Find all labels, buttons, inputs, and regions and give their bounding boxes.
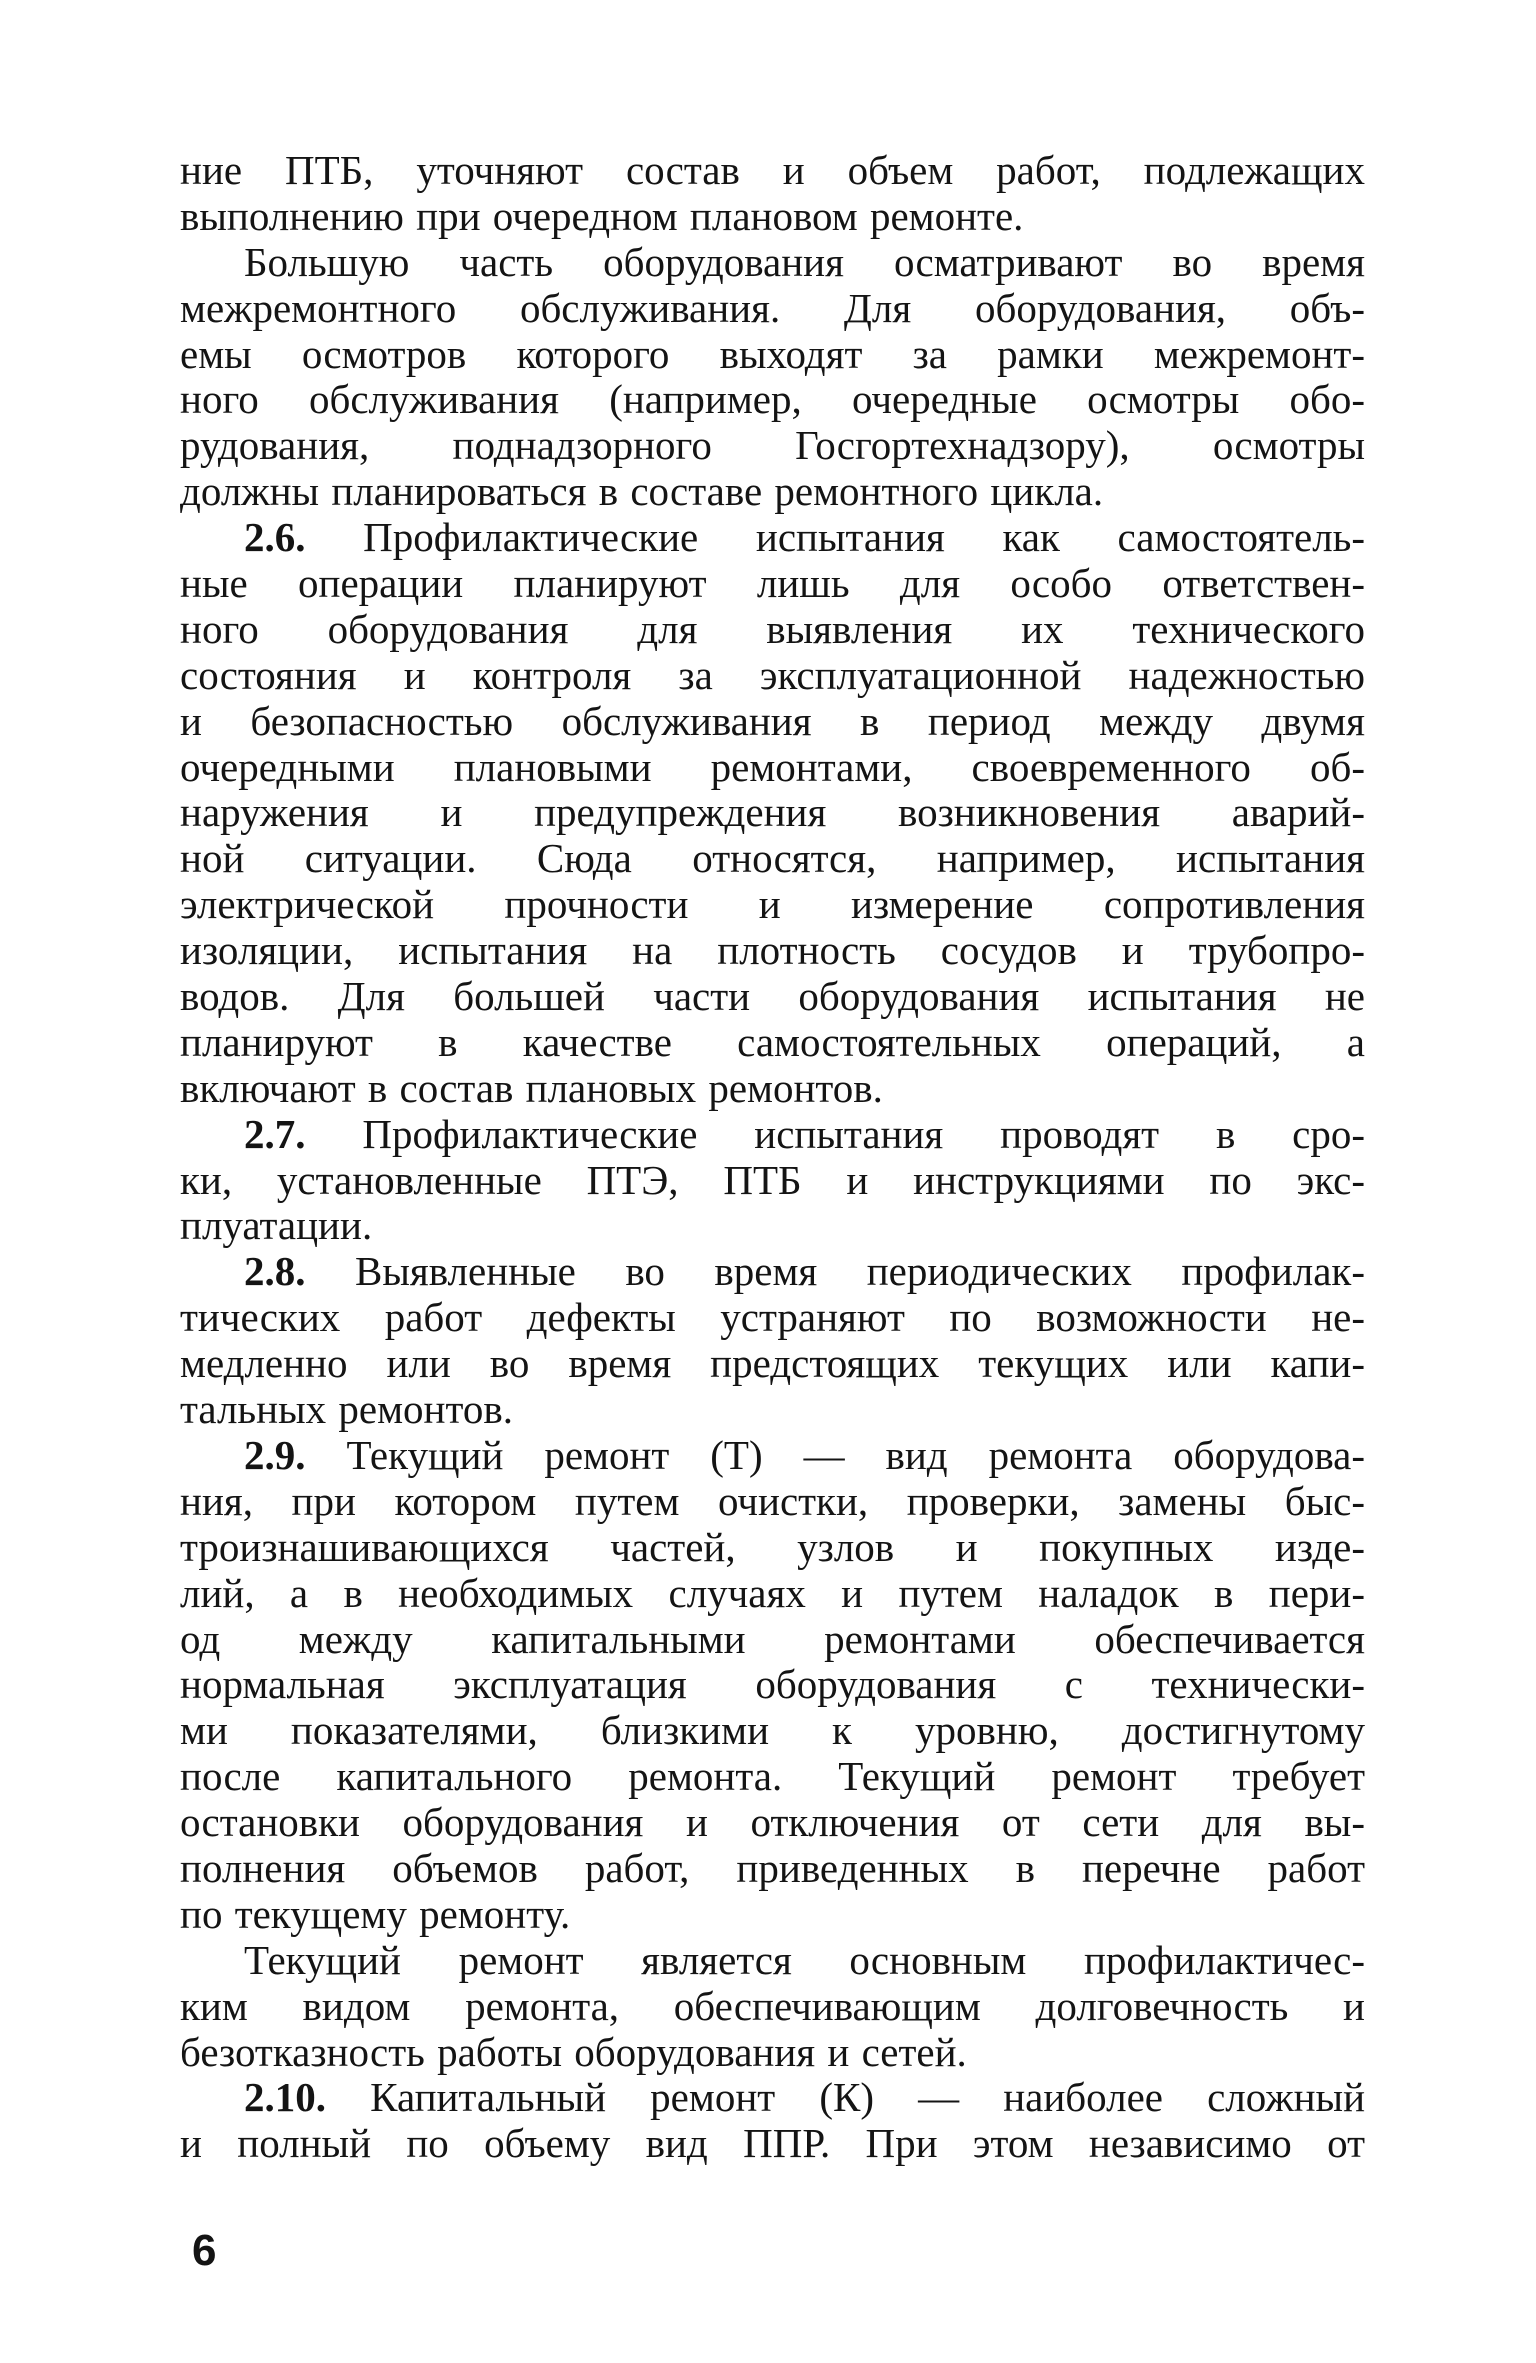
text-line: тальных ремонтов. — [180, 1387, 513, 1433]
text-line: 2.6. Профилактические испытания как самостоятель- — [244, 515, 1365, 561]
paragraph-2-7 — [180, 1112, 1365, 1250]
text-line: нормальная эксплуатация оборудования с технически- — [180, 1662, 1365, 1708]
paragraph-2-10 — [180, 2075, 1365, 2167]
text-line: состояния и контроля за эксплуатационной надежностью — [180, 652, 1365, 698]
text-line: Большую часть оборудования осматривают во время — [244, 239, 1365, 285]
text-line: водов. Для большей части оборудования испытания не — [180, 974, 1365, 1020]
text-line: ного обслуживания (например, очередные осмотры обо- — [180, 377, 1365, 423]
section-number: 2.6. — [244, 515, 306, 561]
text-line: по текущему ремонту. — [180, 1891, 571, 1937]
text-line: остановки оборудования и отключения от сети для вы- — [180, 1800, 1365, 1846]
text-line: медленно или во время предстоящих текущих или капи- — [180, 1341, 1365, 1387]
text-line: выполнению при очередном плановом ремонте. — [180, 193, 1024, 239]
text-line: ные операции планируют лишь для особо ответствен- — [180, 561, 1365, 607]
paragraph-2-6 — [180, 515, 1365, 1112]
paragraph — [180, 240, 1365, 515]
text-line: после капитального ремонта. Текущий ремонт требует — [180, 1754, 1365, 1800]
text-line: безотказность работы оборудования и сетей. — [180, 2029, 967, 2075]
text-line: наружения и предупреждения возникновения аварий- — [180, 790, 1365, 836]
text-line: троизнашивающихся частей, узлов и покупных изде- — [180, 1524, 1365, 1570]
body-text — [180, 148, 1365, 2167]
text-line: од между капитальными ремонтами обеспечивается — [180, 1616, 1365, 1662]
text-line: рудования, поднадзорного Госгортехнадзору), осмотры — [180, 423, 1365, 469]
text-line: изоляции, испытания на плотность сосудов и трубопро- — [180, 928, 1365, 974]
text-line: ния, при котором путем очистки, проверки, замены быс- — [180, 1478, 1365, 1524]
paragraph — [180, 148, 1365, 240]
paragraph — [180, 1938, 1365, 2076]
section-number: 2.8. — [244, 1249, 306, 1295]
text-line: планируют в качестве самостоятельных операций, а — [180, 1019, 1365, 1065]
text-line: включают в состав плановых ремонтов. — [180, 1065, 883, 1111]
text-line: электрической прочности и измерение сопротивления — [180, 882, 1365, 928]
text-line: ки, установленные ПТЭ, ПТБ и инструкциями по экс- — [180, 1157, 1365, 1203]
text-line: очередными плановыми ремонтами, своевременного об- — [180, 744, 1365, 790]
text-line: 2.9. Текущий ремонт (Т) — вид ремонта оборудова- — [244, 1432, 1365, 1478]
text-line: плуатации. — [180, 1203, 373, 1249]
text-line: ного оборудования для выявления их технического — [180, 606, 1365, 652]
text-line: емы осмотров которого выходят за рамки межремонт- — [180, 331, 1365, 377]
text-line: межремонтного обслуживания. Для оборудования, объ- — [180, 285, 1365, 331]
text-line: 2.7. Профилактические испытания проводят в сро- — [244, 1111, 1365, 1157]
text-line: ким видом ремонта, обеспечивающим долговечность и — [180, 1983, 1365, 2029]
text-line: 2.10. Капитальный ремонт (К) — наиболее сложный — [244, 2075, 1365, 2121]
text-line: и полный по объему вид ППР. При этом независимо от — [180, 2121, 1365, 2167]
text-line: 2.8. Выявленные во время периодических профилак- — [244, 1249, 1365, 1295]
text-line: должны планироваться в составе ремонтного цикла. — [180, 469, 1104, 515]
section-number: 2.9. — [244, 1432, 306, 1478]
page-number: 6 — [192, 2226, 217, 2275]
text-line: и безопасностью обслуживания в период между двумя — [180, 698, 1365, 744]
section-number: 2.10. — [244, 2075, 326, 2121]
text-line: Текущий ремонт является основным профилактичес- — [244, 1937, 1365, 1983]
text-line: лий, а в необходимых случаях и путем наладок в пери- — [180, 1570, 1365, 1616]
paragraph-2-9 — [180, 1433, 1365, 1938]
text-line: ми показателями, близкими к уровню, достигнутому — [180, 1708, 1365, 1754]
paragraph-2-8 — [180, 1249, 1365, 1433]
text-line: ной ситуации. Сюда относятся, например, испытания — [180, 836, 1365, 882]
text-line: ние ПТБ, уточняют состав и объем работ, подлежащих — [180, 148, 1365, 193]
section-number: 2.7. — [244, 1111, 306, 1157]
text-line: тических работ дефекты устраняют по возможности не- — [180, 1295, 1365, 1341]
text-line: полнения объемов работ, приведенных в перечне работ — [180, 1845, 1365, 1891]
